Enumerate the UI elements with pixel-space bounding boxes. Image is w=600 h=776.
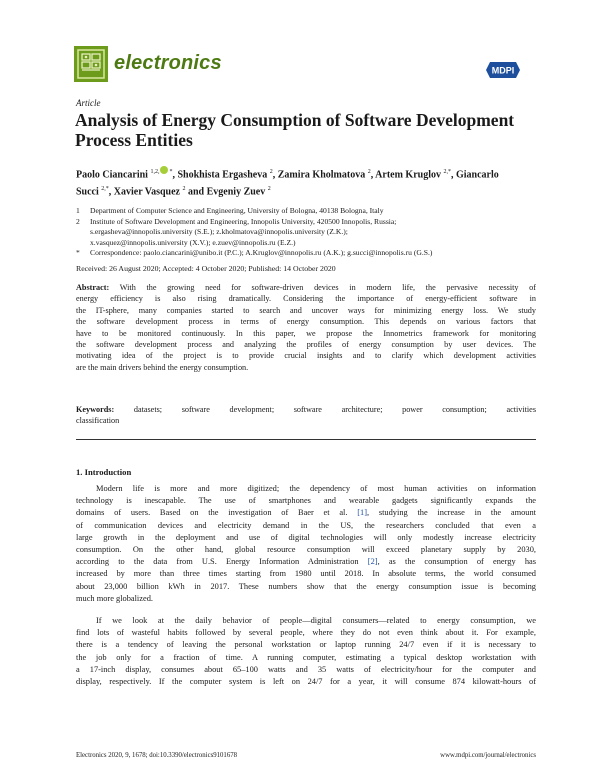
author-sup: 2 [267, 186, 271, 193]
keywords [76, 404, 536, 427]
citation-link[interactable]: [2] [367, 557, 378, 567]
section-divider [76, 439, 536, 440]
keywords-line: datasets; software development; software architecture; power consumption; activities [133, 405, 537, 414]
author-name: Xavier Vasquez [113, 186, 180, 198]
author-sup: 2 [367, 169, 371, 175]
section-heading: 1. Introduction [76, 467, 132, 477]
correspondence-text[interactable]: Correspondence: paolo.ciancarini@unibo.it (P.C.); A.Kruglov@innopolis.ru (A.K.); g.succi@innopolis.ru (G.S.) [90, 248, 433, 258]
affiliation-email[interactable]: x.vasquez@innopolis.university (X.V.); e.zuev@innopolis.ru (E.Z.) [90, 237, 296, 247]
author-name: Giancarlo Succi [76, 169, 499, 198]
author-name: Shokhista Ergasheva [177, 169, 268, 181]
body-line: domains of users. Based on the investigation of Baer et al. [1], studying the increase in the amount [76, 508, 536, 518]
article-type: Article [76, 98, 101, 108]
body-line: technology is inescapable. The use of smartphones and wearable gadgets significantly expands the [76, 496, 536, 506]
abstract-label: Abstract: [76, 283, 110, 292]
body-line: If we look at the daily behavior of people—digital consumers—related to energy consumption, we [96, 616, 536, 625]
abstract-line: the software development process in terms of energy consumption. This depends on various factors that [76, 317, 536, 327]
affiliation-marker: 2 [76, 216, 80, 226]
abstract-line: the software development process and analyzing the profiles of energy consumption by user devices. The [76, 340, 536, 350]
body-line: according to the data from U.S. Energy Information Administration [2], as the consumption of energy has [76, 557, 536, 567]
body-line: large growth in the deployment and use of digital technologies will only modestly increase electricity [76, 532, 536, 542]
footer-journal-url[interactable]: www.mdpi.com/journal/electronics [440, 752, 536, 759]
author-name: Evgeniy Zuev [206, 186, 266, 198]
orcid-icon[interactable] [160, 166, 168, 174]
body-line: consumption. On the other hand, global resource consumption will exceed planetary supply by 2030, [76, 545, 536, 555]
author-name: Artem Kruglov [375, 169, 441, 181]
author-sup: 2 [269, 169, 273, 175]
author-name: Paolo Ciancarini [76, 169, 148, 181]
author-sup: 2 [182, 186, 186, 193]
abstract-line: energy efficiency is also rising dramatically. Considering the importance of energy-efficient software in [76, 294, 536, 304]
body-line: of communication devices and electricity demand in the US, the researchers concluded that even a [76, 520, 536, 530]
body-line: find lots of wasteful habits followed by several people, where they do not even think about it. For example, [76, 628, 536, 638]
affiliation-item [76, 217, 536, 249]
author-sup: 2,* [443, 169, 451, 175]
affiliation-marker: 1 [76, 206, 80, 215]
affiliation-marker: * [76, 248, 80, 258]
abstract-line: the IT-sphere, many companies started to search and uncover ways for minimizing energy loss. We study [76, 305, 536, 315]
abstract-line: are the main drivers behind the energy consumption. [76, 362, 249, 372]
abstract-line: With the growing need for software-driven devices in modern life, the pervasive necessity of [119, 283, 536, 292]
body-line: the job only for a fraction of time. A running computer, estimating a typical desktop workstation with [76, 652, 536, 662]
paragraph [76, 483, 536, 605]
body-line: display, respectively. If the computer system is left on 24/7 for a year, it will consume 874 kilowatt-hours of [76, 677, 536, 687]
author-sup: 2,* [101, 186, 109, 193]
author-name: Zamira Kholmatova [277, 169, 366, 181]
affiliation-email[interactable]: s.ergasheva@innopolis.university (S.E.); z.kholmatova@innopolis.university (Z.K.); [90, 227, 348, 237]
body-line: a 17-inch display, consumes about 65–100 watts and 35 watts of electricity/hour for the computer and [76, 664, 536, 674]
mdpi-logo-text: MDPI [491, 65, 515, 76]
affiliations [76, 206, 536, 259]
publication-dates: Received: 26 August 2020; Accepted: 4 October 2020; Published: 14 October 2020 [76, 264, 336, 273]
affiliation-text: Department of Computer Science and Engineering, University of Bologna, 40138 Bologna, Italy [90, 206, 384, 215]
body-line: increased by more than three times starting from 1980 until 2018. In absolute terms, the world consumed [76, 569, 536, 579]
body-line: much more globalized. [76, 593, 153, 603]
paragraph [76, 615, 536, 688]
article-title: Analysis of Energy Consumption of Software Development Process Entities [75, 110, 515, 150]
mdpi-logo [484, 60, 522, 80]
author-sup: * [169, 169, 173, 175]
footer-citation: Electronics 2020, 9, 1678; doi:10.3390/electronics9101678 [76, 752, 238, 759]
author-list: Paolo Ciancarini $^{1,2,}$ *, Shokhista Ergasheva $^2$, Zamira Kholmatova $^2$, Artem Kruglov $^{2,*}$, Giancarlo Succi $^{2,*}$, Xavier Vasquez $^2$ and Evgeniy Zuev $^2$ [76, 165, 536, 200]
citation-link[interactable]: [1] [357, 508, 367, 518]
body-line: about 23,000 billion kWh in 2017. These numbers show that the energy consumption issue is becoming [76, 581, 536, 591]
author-sup: 1,2, [150, 169, 160, 175]
abstract-line: have to be monitored continuously. In this paper, we propose the Innometrics framework for monitoring [76, 328, 536, 338]
affiliation-text: Institute of Software Development and Engineering, Innopolis University, 420500 Innopolis, Russia; [90, 216, 397, 226]
abstract-line: motivating idea of the project is to provide crucial insights and to clarify which development activities [76, 351, 536, 361]
keywords-line: classification [76, 416, 120, 426]
body-line: there is a tendency of leaving the personal workstation or laptop running 24/7 even if it is necessary to [76, 640, 536, 650]
journal-name: electronics [114, 52, 222, 74]
electronics-logo-icon [74, 46, 108, 82]
keywords-label: Keywords: [76, 405, 115, 414]
affiliation-item [76, 206, 536, 217]
affiliation-item [76, 248, 536, 259]
body-line: Modern life is more and more digitized; the dependency of most human activities on information [96, 484, 536, 493]
abstract [76, 282, 536, 373]
